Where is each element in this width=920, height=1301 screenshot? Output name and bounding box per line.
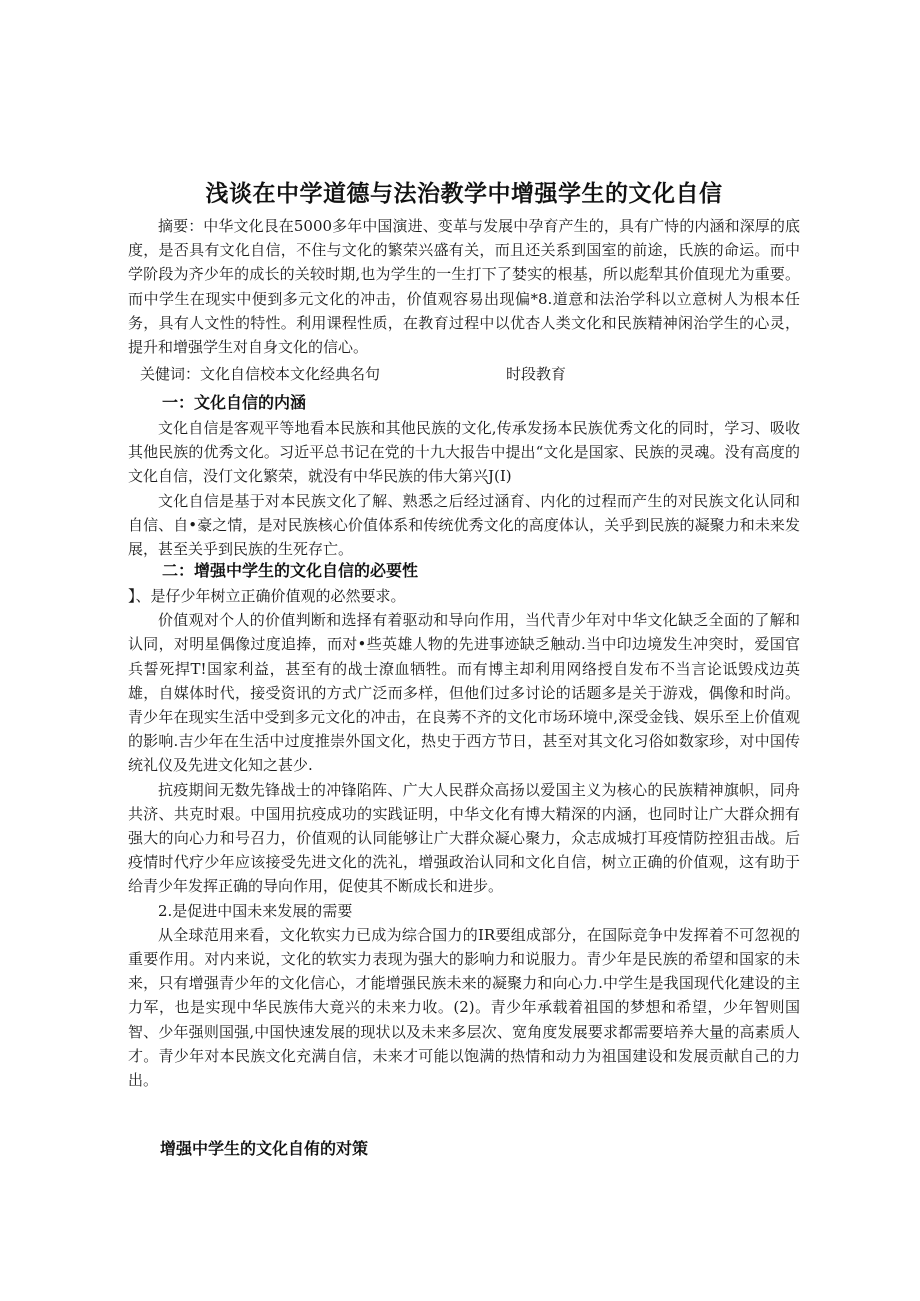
- subheading-2: 2.是促进中国未来发展的需要: [158, 901, 353, 920]
- abstract: [128, 214, 800, 359]
- paragraph: 价值观对个人的价值判断和选择有着驱动和导向作用，当代青少年对中华文化缺乏全面的了解和认同，对明星偶像过度追捧，而对•些英雄人物的先进事迹缺乏触动.当中印边境发生冲突时，爱国官兵誓死捍T!国家利益，甚至有的战士潦血牺牲。而有博主却利用网络授自发布不当言论诋毁戍边英雄，自媒体时代，接受资讯的方式广泛而多样，但他们过多讨论的话题多是关于游戏，偶像和时尚。青少年在现实生活中受到多元文化的冲击，在良莠不齐的文化市场环境中,深受金钱、娱乐至上价值观的影响.吉少年在生活中过度推崇外国文化，热史于西方节日，甚至对其文化习俗如数家珍，对中国传统礼仪及先进文化知之甚少.: [128, 611, 800, 775]
- subheading-1: 】、是仔少年树立正确价值观的必然要求。: [128, 587, 406, 605]
- paragraph: 从全球范用来看，文化软实力已成为综合国力的IR要组成部分，在国际竞争中发挥着不可忽视的重要作用。对内来说，文化的软实力表现为强大的影响力和说服力。青少年是民族的希望和国家的未来，只有增强青少年的文化信心，才能增强民族未来的凝聚力和向心力.中学生是我国现代化建设的主力军，也是实现中华民族伟大竟兴的未来力收。(2)。青少年承载着祖国的梦想和希望，少年智则国智、少年强则国强,中国快速发展的现状以及未来多层次、宽角度发展要求都需要培养大量的高素质人才。青少年对本民族文化充满自信，未来才可能以饱满的热情和动力为祖国建设和发展贡献自己的力出。: [128, 925, 800, 1090]
- paragraph: 抗疫期间无数先锋战士的冲锋陷阵、广大人民群众高扬以爱国主义为核心的民族精神旗帜，同舟共济、共克时艰。中国用抗疫成功的实践证明，中华文化有博大精深的内涵，也同时让广大群众拥有强大的向心力和号召力，价值观的认同能够让广大群众凝心聚力，众志成城打耳疫情防控狙击战。后疫情时代疗少年应该接受先进文化的洗礼，增强政治认同和文化自信，树立正确的价值观，这有助于给青少年发挥正确的导向作用，促使其不断成长和进步。: [128, 780, 800, 896]
- section-body-1: [128, 416, 800, 561]
- abstract-text: 摘要：中华文化艮在5000多年中国演进、变革与发展中孕育产生的，具有广恃的内涵和深厚的底度，是否具有文化自信，不住与文化的繁荣兴盛有关，而且还关系到国室的前途，氏族的命运。而中学阶段为齐少年的成长的关较时期,也为学生的一生打下了婪实的根基，所以彪犁其价值现尤为重要。而中学生在现实中便到多元文化的冲击，价值观容易出现偏*8.道意和法治学科以立意树人为根本任务，具有人文性的特性。利用课程性质，在教育过程中以优杏人类文化和民族精神闲治学生的心灵，提升和增强学生对自身文化的信心。: [128, 217, 800, 357]
- section-body-2: [128, 584, 800, 1092]
- section-heading-1: 一：文化自信的内涵: [162, 393, 307, 412]
- paragraph: 文化自信是客观平等地看本民族和其他民族的文化,传承发扬本民族优秀文化的同时，学习、吸收其他民族的优秀文化。习近平总书记在党的十九大报告中提出“文化是国家、民族的灵魂。没有高度的文化自信，没仃文化繁荣，就没有中华民族的伟大第兴J(I): [128, 419, 800, 486]
- keywords-tail: 时段教育: [506, 365, 567, 383]
- document-title: 浅谈在中学道德与法治教学中增强学生的文化自信: [205, 181, 723, 207]
- section-heading-3: 增强中学生的文化自侑的对策: [160, 1139, 369, 1158]
- section-heading-2: 二：增强中学生的文化自信的必要性: [162, 561, 419, 580]
- paragraph: 文化自信是基于对本民族文化了解、熟悉之后经过涵育、内化的过程而产生的对民族文化认同和自信、自•豪之情，是对民族核心价值体系和传统优秀文化的高度体认，关乎到民族的凝聚力和未来发展，甚至关乎到民族的生死存亡。: [128, 491, 800, 559]
- keywords-label: 关健词：文化自信校本文化经典名句: [140, 365, 381, 383]
- keywords: [140, 362, 800, 386]
